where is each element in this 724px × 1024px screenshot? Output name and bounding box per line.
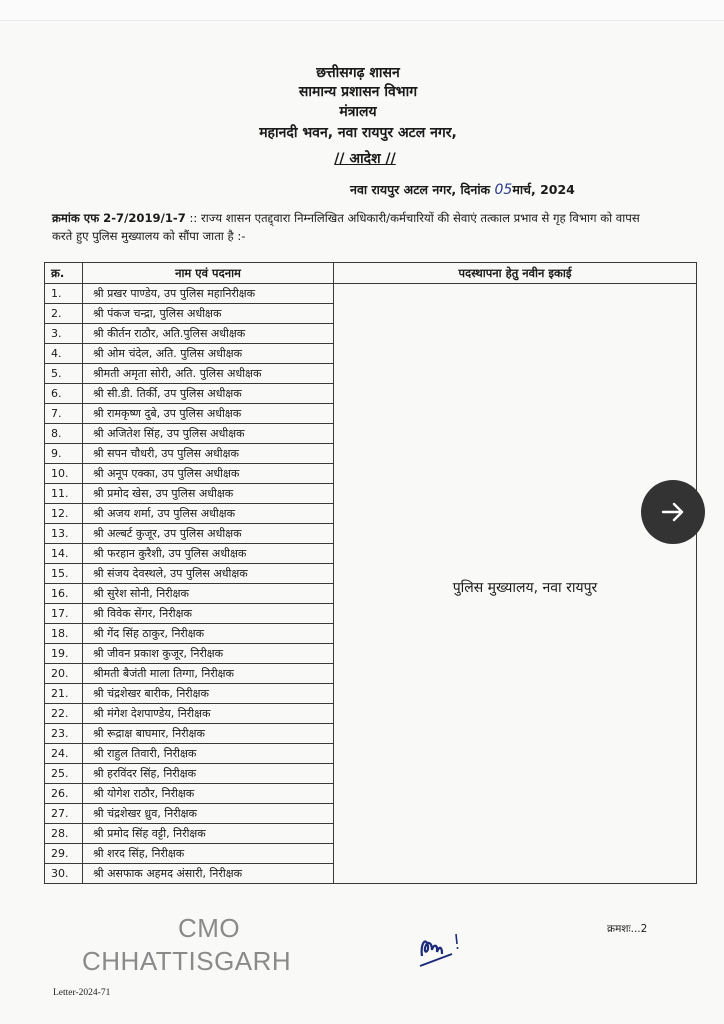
government-name: छत्तीसगढ़ शासन: [316, 65, 400, 81]
row-sno: 28.: [45, 824, 83, 844]
row-sno: 19.: [45, 644, 83, 664]
row-sno: 23.: [45, 724, 83, 744]
date-day: 05: [494, 182, 513, 198]
office-address: महानदी भवन, नवा रायपुर अटल नगर,: [259, 125, 457, 141]
row-name-designation: श्री सुरेश सोनी, निरीक्षक: [83, 584, 334, 604]
row-sno: 1.: [45, 284, 83, 304]
ministry-name: मंत्रालय: [339, 104, 377, 120]
order-text: :: राज्य शासन एतद्द्वारा निम्नलिखित अधिकारी/कर्मचारियों की सेवाएं तत्काल प्रभाव से गृह विभाग को वापस करते हुए पुलिस मुख्यालय को सौंपा जाता है :-: [52, 211, 640, 243]
row-name-designation: श्री पंकज चन्द्रा, पुलिस अधीक्षक: [83, 304, 334, 324]
row-name-designation: श्री गेंद सिंह ठाकुर, निरीक्षक: [83, 624, 334, 644]
row-sno: 10.: [45, 464, 83, 484]
watermark-chhattisgarh: CHHATTISGARH: [82, 946, 292, 976]
watermark-cmo: CMO: [178, 913, 241, 943]
continued-marker: क्रमशः...2: [607, 923, 648, 935]
row-name-designation: श्री अजितेश सिंह, उप पुलिस अधीक्षक: [83, 424, 334, 444]
row-sno: 9.: [45, 444, 83, 464]
row-name-designation: श्री ओम चंदेल, अति. पुलिस अधीक्षक: [83, 344, 334, 364]
row-sno: 7.: [45, 404, 83, 424]
row-name-designation: श्री फरहान कुरैशी, उप पुलिस अधीक्षक: [83, 544, 334, 564]
row-sno: 4.: [45, 344, 83, 364]
row-name-designation: श्री अल्बर्ट कुजूर, उप पुलिस अधीक्षक: [83, 524, 334, 544]
order-title: // आदेश //: [334, 151, 396, 167]
row-name-designation: श्री असफाक अहमद अंसारी, निरीक्षक: [83, 864, 334, 884]
row-name-designation: श्री चंद्रशेखर ध्रुव, निरीक्षक: [83, 804, 334, 824]
row-sno: 16.: [45, 584, 83, 604]
row-name-designation: श्री सपन चौधरी, उप पुलिस अधीक्षक: [83, 444, 334, 464]
header-name: नाम एवं पदनाम: [83, 263, 334, 284]
row-name-designation: श्री अनूप एक्का, उप पुलिस अधीक्षक: [83, 464, 334, 484]
row-name-designation: श्री कीर्तन राठौर, अति.पुलिस अधीक्षक: [83, 324, 334, 344]
row-name-designation: श्री राहुल तिवारी, निरीक्षक: [83, 744, 334, 764]
row-name-designation: श्री जीवन प्रकाश कुजूर, निरीक्षक: [83, 644, 334, 664]
date-month-year: मार्च, 2024: [512, 182, 575, 197]
signature-icon: [412, 924, 472, 974]
row-name-designation: श्री शरद सिंह, निरीक्षक: [83, 844, 334, 864]
row-name-designation: श्री रूद्राक्ष बाघमार, निरीक्षक: [83, 724, 334, 744]
row-sno: 2.: [45, 304, 83, 324]
row-name-designation: श्री प्रखर पाण्डेय, उप पुलिस महानिरीक्षक: [83, 284, 334, 304]
row-name-designation: श्री मंगेश देशपाण्डेय, निरीक्षक: [83, 704, 334, 724]
top-band: [0, 0, 724, 21]
row-sno: 20.: [45, 664, 83, 684]
row-name-designation: श्री विवेक सेंगर, निरीक्षक: [83, 604, 334, 624]
next-page-button[interactable]: [641, 480, 705, 544]
date-line: [350, 182, 654, 198]
row-sno: 12.: [45, 504, 83, 524]
row-name-designation: श्री प्रमोद सिंह वट्टी, निरीक्षक: [83, 824, 334, 844]
row-sno: 11.: [45, 484, 83, 504]
row-sno: 29.: [45, 844, 83, 864]
row-sno: 27.: [45, 804, 83, 824]
row-sno: 22.: [45, 704, 83, 724]
row-name-designation: श्री रामकृष्ण दुबे, उप पुलिस अधीक्षक: [83, 404, 334, 424]
header-sno: क्र.: [45, 263, 83, 284]
table-header-row: [45, 263, 697, 284]
row-name-designation: श्री अजय शर्मा, उप पुलिस अधीक्षक: [83, 504, 334, 524]
row-sno: 14.: [45, 544, 83, 564]
row-sno: 15.: [45, 564, 83, 584]
department-name: सामान्य प्रशासन विभाग: [298, 84, 418, 100]
row-sno: 21.: [45, 684, 83, 704]
table-row: [45, 284, 697, 304]
date-place: नवा रायपुर अटल नगर, दिनांक: [350, 182, 491, 197]
order-reference: क्रमांक एफ 2-7/2019/1-7: [52, 211, 186, 225]
row-sno: 17.: [45, 604, 83, 624]
row-sno: 6.: [45, 384, 83, 404]
letter-reference: Letter-2024-71: [53, 988, 111, 998]
table-body: [45, 284, 697, 884]
row-sno: 13.: [45, 524, 83, 544]
row-name-designation: श्रीमती बैजंती माला तिग्गा, निरीक्षक: [83, 664, 334, 684]
row-sno: 24.: [45, 744, 83, 764]
row-sno: 26.: [45, 784, 83, 804]
row-sno: 8.: [45, 424, 83, 444]
row-name-designation: श्रीमती अमृता सोरी, अति. पुलिस अधीक्षक: [83, 364, 334, 384]
posting-table: [44, 262, 697, 884]
row-name-designation: श्री प्रमोद खेस, उप पुलिस अधीक्षक: [83, 484, 334, 504]
header-new-unit: पदस्थापना हेतु नवीन इकाई: [334, 263, 697, 284]
row-name-designation: श्री सी.डी. तिर्की, उप पुलिस अधीक्षक: [83, 384, 334, 404]
row-sno: 25.: [45, 764, 83, 784]
row-name-designation: श्री चंद्रशेखर बारीक, निरीक्षक: [83, 684, 334, 704]
row-sno: 18.: [45, 624, 83, 644]
row-name-designation: श्री हरविंदर सिंह, निरीक्षक: [83, 764, 334, 784]
row-sno: 5.: [45, 364, 83, 384]
row-name-designation: श्री योगेश राठौर, निरीक्षक: [83, 784, 334, 804]
row-sno: 3.: [45, 324, 83, 344]
arrow-right-icon: [659, 498, 687, 526]
new-unit-cell: पुलिस मुख्यालय, नवा रायपुर: [334, 284, 697, 884]
order-paragraph: [52, 209, 662, 245]
row-sno: 30.: [45, 864, 83, 884]
row-name-designation: श्री संजय देवस्थले, उप पुलिस अधीक्षक: [83, 564, 334, 584]
